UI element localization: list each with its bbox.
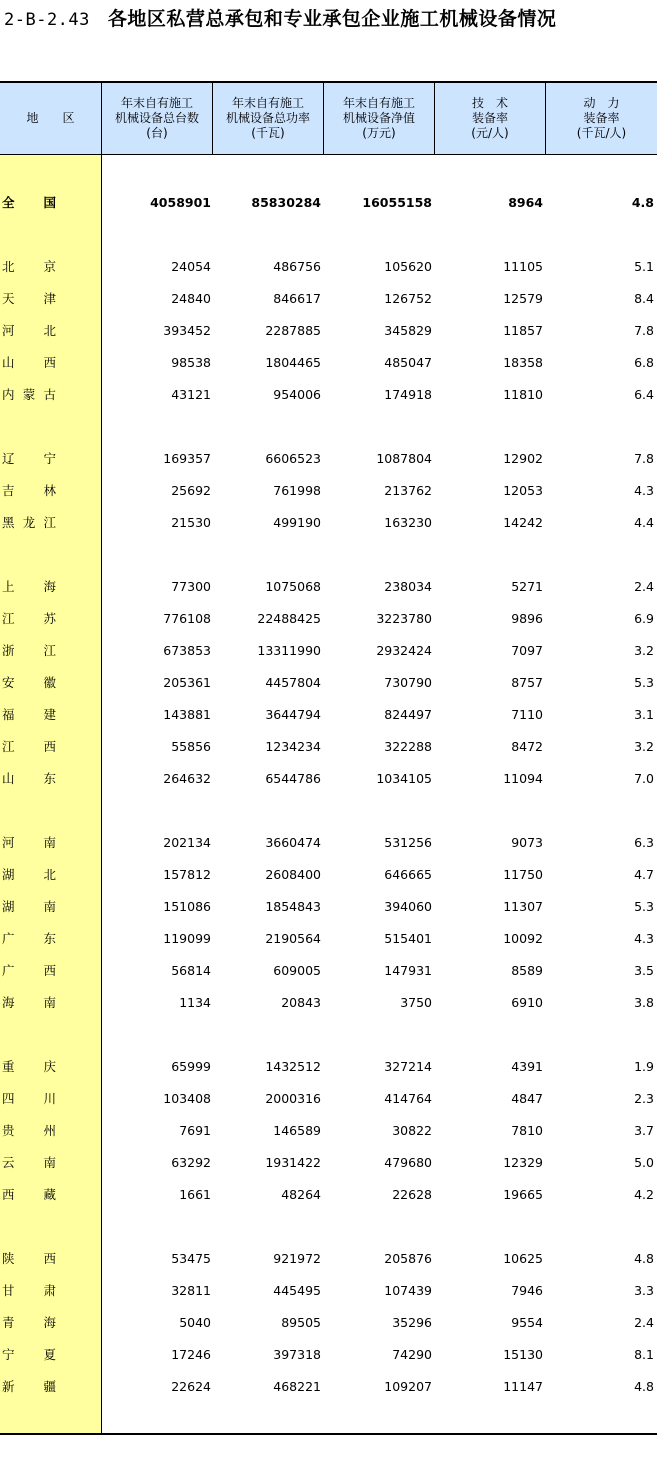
machine-count-cell: 205361	[163, 675, 211, 690]
table-row	[0, 961, 657, 981]
machine-count-cell: 7691	[179, 1123, 211, 1138]
net-value-cell: 107439	[384, 1283, 432, 1298]
net-value-cell: 479680	[384, 1155, 432, 1170]
power-rate-cell: 6.3	[634, 835, 654, 850]
table-row	[0, 513, 657, 533]
machine-power-cell: 89505	[281, 1315, 321, 1330]
region-name: 浙江	[2, 643, 56, 658]
table-row	[0, 385, 657, 405]
header-label-line: 动 力	[583, 96, 620, 110]
power-rate-cell: 3.2	[634, 739, 654, 754]
region-name: 安徽	[2, 675, 56, 690]
power-rate-cell: 3.3	[634, 1283, 654, 1298]
tech-rate-cell: 9554	[511, 1315, 543, 1330]
table-header	[0, 83, 657, 155]
machine-count-cell: 77300	[171, 579, 211, 594]
power-rate-cell: 1.9	[634, 1059, 654, 1074]
table-row	[0, 705, 657, 725]
net-value-cell: 531256	[384, 835, 432, 850]
table-title: 各地区私营总承包和专业承包企业施工机械设备情况	[107, 8, 557, 30]
net-value-cell: 1034105	[376, 771, 432, 786]
region-name: 河南	[2, 835, 56, 850]
machine-count-cell: 25692	[171, 483, 211, 498]
power-rate-cell: 8.4	[634, 291, 654, 306]
machine-power-cell: 2287885	[265, 323, 321, 338]
net-value-cell: 3223780	[376, 611, 432, 626]
table-code: 2-B-2.43	[4, 10, 90, 30]
region-name: 四川	[2, 1091, 56, 1106]
power-rate-cell: 2.4	[634, 579, 654, 594]
net-value-cell: 515401	[384, 931, 432, 946]
machine-count-cell: 98538	[171, 355, 211, 370]
machine-power-cell: 1432512	[265, 1059, 321, 1074]
power-rate-cell: 4.8	[634, 1251, 654, 1266]
machine-count-cell: 53475	[171, 1251, 211, 1266]
table-row	[0, 1313, 657, 1333]
power-rate-cell: 3.7	[634, 1123, 654, 1138]
table-row	[0, 993, 657, 1013]
header-power-equipment-rate	[545, 83, 657, 154]
net-value-cell: 109207	[384, 1379, 432, 1394]
machine-power-cell: 85830284	[251, 195, 321, 210]
net-value-cell: 485047	[384, 355, 432, 370]
table-row	[0, 481, 657, 501]
machine-count-cell: 21530	[171, 515, 211, 530]
net-value-cell: 730790	[384, 675, 432, 690]
region-name: 宁夏	[2, 1347, 56, 1362]
header-region	[0, 83, 101, 154]
page-title	[4, 4, 556, 31]
machine-count-cell: 65999	[171, 1059, 211, 1074]
table-row	[0, 1057, 657, 1077]
power-rate-cell: 6.4	[634, 387, 654, 402]
header-label-line: (万元)	[362, 126, 396, 140]
net-value-cell: 327214	[384, 1059, 432, 1074]
machine-count-cell: 17246	[171, 1347, 211, 1362]
tech-rate-cell: 4391	[511, 1059, 543, 1074]
machine-count-cell: 24840	[171, 291, 211, 306]
power-rate-cell: 3.8	[634, 995, 654, 1010]
region-name: 江苏	[2, 611, 56, 626]
region-name: 江西	[2, 739, 56, 754]
table-row	[0, 1377, 657, 1397]
tech-rate-cell: 12579	[503, 291, 543, 306]
machine-power-cell: 846617	[273, 291, 321, 306]
net-value-cell: 414764	[384, 1091, 432, 1106]
header-label-line: (元/人)	[471, 126, 509, 140]
tech-rate-cell: 6910	[511, 995, 543, 1010]
power-rate-cell: 4.8	[631, 195, 654, 210]
region-name: 陕西	[2, 1251, 56, 1266]
table-row	[0, 289, 657, 309]
machine-count-cell: 264632	[163, 771, 211, 786]
machine-count-cell: 169357	[163, 451, 211, 466]
table-row	[0, 193, 657, 213]
power-rate-cell: 7.8	[634, 451, 654, 466]
machine-count-cell: 202134	[163, 835, 211, 850]
header-label-line: 技 术	[471, 96, 508, 110]
machine-count-cell: 393452	[163, 323, 211, 338]
machine-count-cell: 776108	[163, 611, 211, 626]
machine-power-cell: 1075068	[265, 579, 321, 594]
tech-rate-cell: 7810	[511, 1123, 543, 1138]
machine-power-cell: 6544786	[265, 771, 321, 786]
power-rate-cell: 5.3	[634, 899, 654, 914]
tech-rate-cell: 10625	[503, 1251, 543, 1266]
power-rate-cell: 5.3	[634, 675, 654, 690]
machine-power-cell: 2190564	[265, 931, 321, 946]
tech-rate-cell: 7097	[511, 643, 543, 658]
table-row	[0, 353, 657, 373]
table-row	[0, 1185, 657, 1205]
table-row	[0, 769, 657, 789]
tech-rate-cell: 5271	[511, 579, 543, 594]
power-rate-cell: 6.9	[634, 611, 654, 626]
power-rate-cell: 7.0	[634, 771, 654, 786]
header-label-line: 机械设备总功率	[225, 111, 310, 125]
tech-rate-cell: 15130	[503, 1347, 543, 1362]
region-name: 广西	[2, 963, 56, 978]
header-label-line: 机械设备总台数	[114, 111, 199, 125]
region-name: 青海	[2, 1315, 56, 1330]
machine-power-cell: 1931422	[265, 1155, 321, 1170]
net-value-cell: 35296	[392, 1315, 432, 1330]
tech-rate-cell: 11147	[503, 1379, 543, 1394]
net-value-cell: 394060	[384, 899, 432, 914]
machine-count-cell: 32811	[171, 1283, 211, 1298]
tech-rate-cell: 11750	[503, 867, 543, 882]
tech-rate-cell: 8757	[511, 675, 543, 690]
region-name: 湖南	[2, 899, 56, 914]
net-value-cell: 824497	[384, 707, 432, 722]
tech-rate-cell: 8964	[508, 195, 543, 210]
header-machine-net-value	[323, 83, 434, 154]
power-rate-cell: 3.2	[634, 643, 654, 658]
table-row	[0, 737, 657, 757]
machine-count-cell: 43121	[171, 387, 211, 402]
table-row	[0, 833, 657, 853]
net-value-cell: 2932424	[376, 643, 432, 658]
machine-power-cell: 1854843	[265, 899, 321, 914]
net-value-cell: 1087804	[376, 451, 432, 466]
machine-count-cell: 55856	[171, 739, 211, 754]
power-rate-cell: 4.7	[634, 867, 654, 882]
region-name: 福建	[2, 707, 56, 722]
tech-rate-cell: 9896	[511, 611, 543, 626]
net-value-cell: 16055158	[362, 195, 432, 210]
net-value-cell: 174918	[384, 387, 432, 402]
region-name: 广东	[2, 931, 56, 946]
header-label-line: (千瓦)	[251, 126, 285, 140]
machine-power-cell: 6606523	[265, 451, 321, 466]
machine-power-cell: 1234234	[265, 739, 321, 754]
header-machine-count	[101, 83, 212, 154]
power-rate-cell: 4.2	[634, 1187, 654, 1202]
net-value-cell: 322288	[384, 739, 432, 754]
machine-count-cell: 24054	[171, 259, 211, 274]
region-name: 北京	[2, 259, 56, 274]
table-row	[0, 1345, 657, 1365]
power-rate-cell: 3.1	[634, 707, 654, 722]
region-name: 山东	[2, 771, 56, 786]
power-rate-cell: 7.8	[634, 323, 654, 338]
machine-power-cell: 48264	[281, 1187, 321, 1202]
region-name: 吉林	[2, 483, 56, 498]
table-row	[0, 865, 657, 885]
tech-rate-cell: 11810	[503, 387, 543, 402]
net-value-cell: 163230	[384, 515, 432, 530]
header-label-line: 装备率	[583, 111, 620, 125]
tech-rate-cell: 8472	[511, 739, 543, 754]
region-name: 贵州	[2, 1123, 56, 1138]
power-rate-cell: 4.3	[634, 931, 654, 946]
machine-count-cell: 103408	[163, 1091, 211, 1106]
header-label-line: 年末自有施工	[120, 96, 193, 110]
machine-power-cell: 499190	[273, 515, 321, 530]
header-label-line: 年末自有施工	[231, 96, 304, 110]
table-row	[0, 1281, 657, 1301]
region-name: 西藏	[2, 1187, 56, 1202]
machine-power-cell: 20843	[281, 995, 321, 1010]
tech-rate-cell: 7110	[511, 707, 543, 722]
tech-rate-cell: 8589	[511, 963, 543, 978]
power-rate-cell: 4.3	[634, 483, 654, 498]
machine-power-cell: 1804465	[265, 355, 321, 370]
machine-count-cell: 5040	[179, 1315, 211, 1330]
tech-rate-cell: 18358	[503, 355, 543, 370]
region-name: 新疆	[2, 1379, 56, 1394]
machine-count-cell: 1661	[179, 1187, 211, 1202]
table-row	[0, 1089, 657, 1109]
net-value-cell: 205876	[384, 1251, 432, 1266]
power-rate-cell: 4.4	[634, 515, 654, 530]
region-name: 上海	[2, 579, 56, 594]
machine-count-cell: 63292	[171, 1155, 211, 1170]
header-machine-power	[212, 83, 323, 154]
power-rate-cell: 3.5	[634, 963, 654, 978]
net-value-cell: 105620	[384, 259, 432, 274]
machine-power-cell: 22488425	[257, 611, 321, 626]
net-value-cell: 345829	[384, 323, 432, 338]
machine-count-cell: 22624	[171, 1379, 211, 1394]
header-label-line: (台)	[146, 126, 168, 140]
tech-rate-cell: 11105	[503, 259, 543, 274]
tech-rate-cell: 7946	[511, 1283, 543, 1298]
machine-power-cell: 146589	[273, 1123, 321, 1138]
machine-power-cell: 13311990	[257, 643, 321, 658]
table-row	[0, 929, 657, 949]
machine-power-cell: 3660474	[265, 835, 321, 850]
header-label-line: (千瓦/人)	[576, 126, 627, 140]
table-row	[0, 257, 657, 277]
tech-rate-cell: 12053	[503, 483, 543, 498]
region-name: 山西	[2, 355, 56, 370]
machine-count-cell: 673853	[163, 643, 211, 658]
table-row	[0, 1153, 657, 1173]
machine-power-cell: 761998	[273, 483, 321, 498]
tech-rate-cell: 9073	[511, 835, 543, 850]
net-value-cell: 213762	[384, 483, 432, 498]
region-name: 天津	[2, 291, 56, 306]
power-rate-cell: 5.0	[634, 1155, 654, 1170]
region-name: 全国	[2, 195, 56, 210]
net-value-cell: 646665	[384, 867, 432, 882]
region-name: 云南	[2, 1155, 56, 1170]
region-name: 黑龙江	[2, 515, 56, 530]
machine-count-cell: 143881	[163, 707, 211, 722]
tech-rate-cell: 12902	[503, 451, 543, 466]
tech-rate-cell: 10092	[503, 931, 543, 946]
net-value-cell: 30822	[392, 1123, 432, 1138]
header-label-line: 机械设备净值	[342, 111, 415, 125]
net-value-cell: 238034	[384, 579, 432, 594]
power-rate-cell: 2.3	[634, 1091, 654, 1106]
tech-rate-cell: 14242	[503, 515, 543, 530]
machine-power-cell: 4457804	[265, 675, 321, 690]
table-row	[0, 577, 657, 597]
tech-rate-cell: 12329	[503, 1155, 543, 1170]
tech-rate-cell: 4847	[511, 1091, 543, 1106]
machine-power-cell: 921972	[273, 1251, 321, 1266]
net-value-cell: 126752	[384, 291, 432, 306]
machine-power-cell: 486756	[273, 259, 321, 274]
region-name: 湖北	[2, 867, 56, 882]
table-row	[0, 673, 657, 693]
tech-rate-cell: 11094	[503, 771, 543, 786]
machine-count-cell: 119099	[163, 931, 211, 946]
header-tech-equipment-rate	[434, 83, 545, 154]
region-name: 重庆	[2, 1059, 56, 1074]
power-rate-cell: 2.4	[634, 1315, 654, 1330]
machine-count-cell: 4058901	[150, 195, 211, 210]
table-row	[0, 641, 657, 661]
machine-count-cell: 56814	[171, 963, 211, 978]
region-column-background	[0, 155, 102, 1433]
region-name: 辽宁	[2, 451, 56, 466]
net-value-cell: 147931	[384, 963, 432, 978]
machine-power-cell: 445495	[273, 1283, 321, 1298]
power-rate-cell: 8.1	[634, 1347, 654, 1362]
table-row	[0, 1121, 657, 1141]
table-row	[0, 1249, 657, 1269]
tech-rate-cell: 19665	[503, 1187, 543, 1202]
power-rate-cell: 5.1	[634, 259, 654, 274]
net-value-cell: 22628	[392, 1187, 432, 1202]
machine-count-cell: 1134	[179, 995, 211, 1010]
table-row	[0, 449, 657, 469]
region-name: 甘肃	[2, 1283, 56, 1298]
table-row	[0, 609, 657, 629]
machine-count-cell: 151086	[163, 899, 211, 914]
region-name: 内蒙古	[2, 387, 56, 402]
net-value-cell: 3750	[400, 995, 432, 1010]
machine-power-cell: 609005	[273, 963, 321, 978]
header-label-line: 装备率	[471, 111, 508, 125]
tech-rate-cell: 11857	[503, 323, 543, 338]
machine-power-cell: 397318	[273, 1347, 321, 1362]
bottom-rule	[0, 1433, 657, 1435]
machine-power-cell: 468221	[273, 1379, 321, 1394]
machine-count-cell: 157812	[163, 867, 211, 882]
power-rate-cell: 4.8	[634, 1379, 654, 1394]
tech-rate-cell: 11307	[503, 899, 543, 914]
header-label-line: 年末自有施工	[342, 96, 415, 110]
table-row	[0, 321, 657, 341]
region-name: 河北	[2, 323, 56, 338]
table-row	[0, 897, 657, 917]
machine-power-cell: 954006	[273, 387, 321, 402]
machine-power-cell: 2000316	[265, 1091, 321, 1106]
net-value-cell: 74290	[392, 1347, 432, 1362]
region-name: 海南	[2, 995, 56, 1010]
machine-power-cell: 2608400	[265, 867, 321, 882]
header-region-label: 地 区	[26, 111, 75, 125]
machine-power-cell: 3644794	[265, 707, 321, 722]
power-rate-cell: 6.8	[634, 355, 654, 370]
